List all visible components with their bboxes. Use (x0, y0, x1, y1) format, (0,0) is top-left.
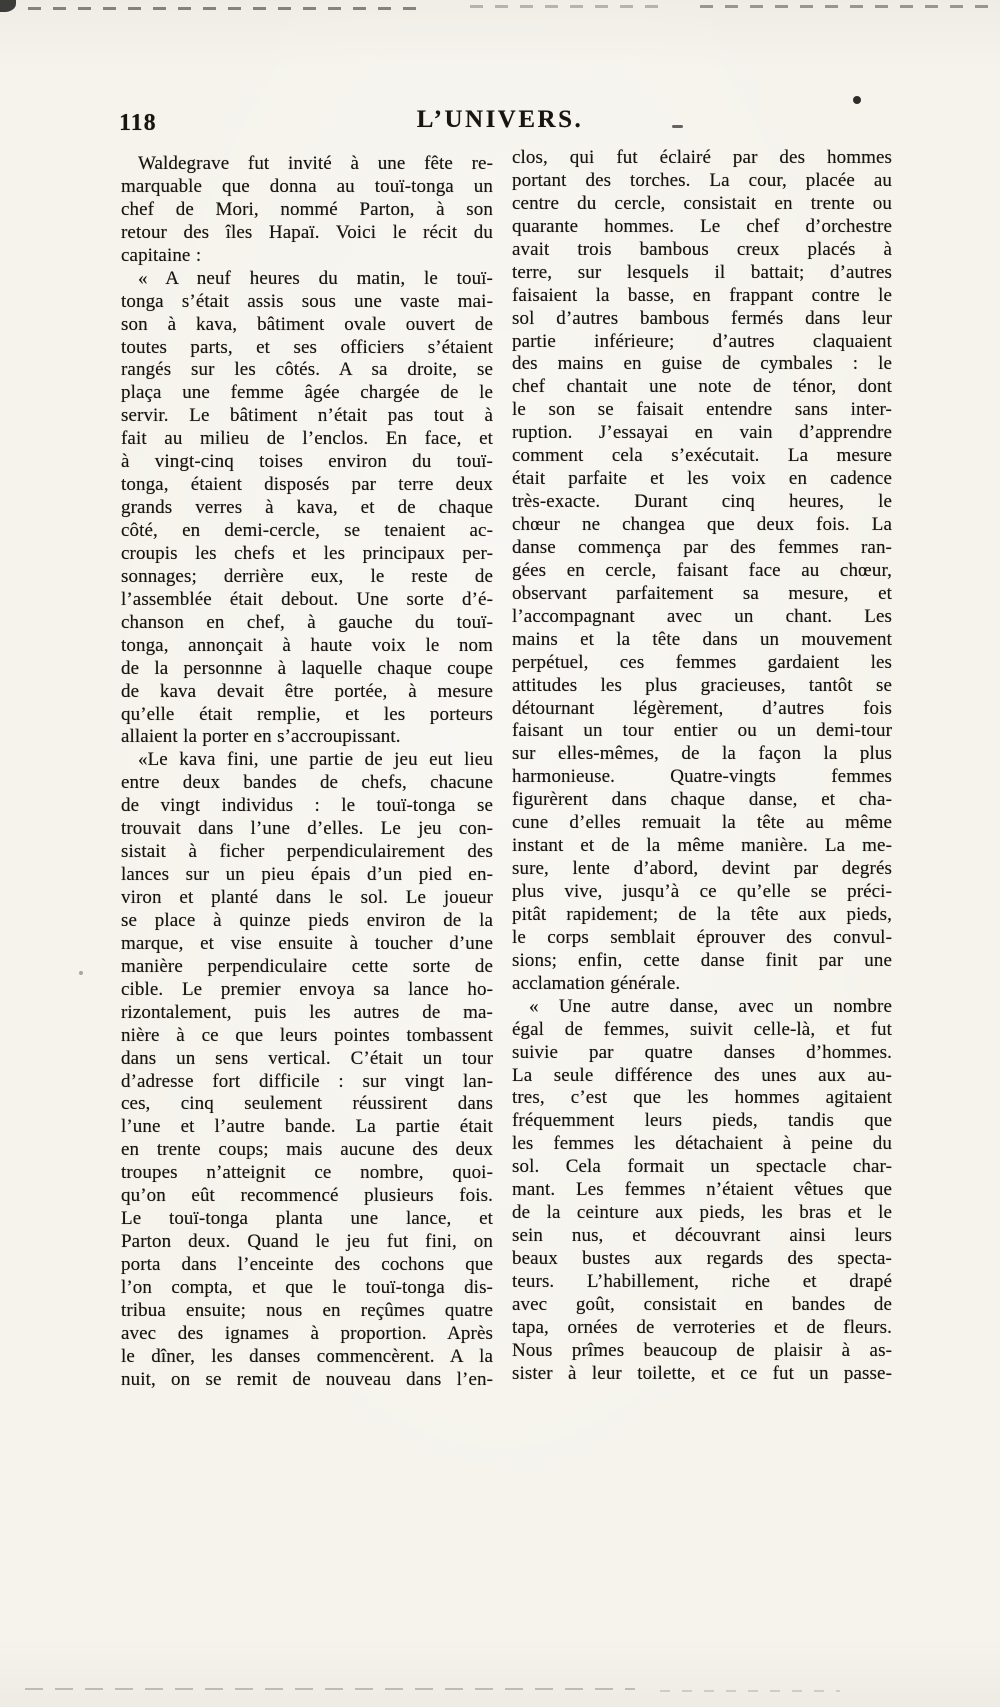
scan-artifact-top-dashes (700, 5, 1000, 8)
text-line: nuit, on se remit de nouveau dans l’en- (121, 1368, 493, 1390)
text-line: sein nus, et découvrant ainsi leurs (512, 1225, 892, 1247)
text-line: mant. Les femmes n’étaient vêtues que (512, 1179, 892, 1201)
text-line: perpétuel, ces femmes gardaient les (512, 651, 892, 673)
text-line: manière perpendiculaire cette sorte de (121, 955, 493, 977)
text-line: attitudes les plus gracieuses, tantôt se (512, 674, 892, 696)
text-line: sol d’autres bambous fermés dans leur (512, 307, 892, 329)
text-line: sol. Cela formait un spectacle char- (512, 1156, 892, 1178)
text-line: observant parfaitement sa mesure, et (512, 582, 892, 604)
text-line: nière à ce que leurs pointes tombassent (121, 1024, 493, 1046)
text-line: danse commença par des femmes ran- (512, 536, 892, 558)
text-line: tribua ensuite; nous en reçûmes quatre (121, 1299, 493, 1321)
text-line: acclamation générale. (512, 972, 681, 994)
text-line: le corps semblait éprouver des convul- (512, 926, 892, 948)
text-line: Parton deux. Quand le jeu fut fini, on (121, 1231, 493, 1253)
scan-artifact-top-dashes (28, 7, 428, 10)
text-line: marque, et vise ensuite à toucher d’une (121, 932, 493, 954)
text-line: son à kava, bâtiment ovale ouvert de (121, 313, 493, 335)
text-line: La seule différence des unes aux au- (512, 1064, 892, 1086)
text-line: gées en cercle, faisant face au chœur, (512, 559, 892, 581)
text-line: quarante hommes. Le chef d’orchestre (512, 215, 892, 237)
scan-artifact-bottom-dashes (25, 1688, 635, 1690)
text-line: fréquemment leurs pieds, tandis que (512, 1110, 892, 1132)
text-line: de la ceinture aux pieds, les bras et le (512, 1202, 892, 1224)
text-column-left (121, 153, 493, 1392)
text-line: se place à quinze pieds environ de la (121, 909, 493, 931)
text-line: qu’on eût recommencé plusieurs fois. (121, 1185, 493, 1207)
text-line: figurèrent dans chaque danse, et cha- (512, 789, 892, 811)
text-line: tapa, ornées de verroteries et de fleurs. (512, 1316, 892, 1338)
text-line: était parfaite et les voix en cadence (512, 468, 892, 490)
text-line: dans un sens vertical. C’était un tour (121, 1047, 493, 1069)
text-line: sistait à ficher perpendiculairement des (121, 841, 493, 863)
text-line: «Le kava fini, une partie de jeu eut lieu (138, 749, 493, 771)
text-line: tres, c’est que les hommes agitaient (512, 1087, 892, 1109)
text-line: entre deux bandes de chefs, chacune (121, 772, 493, 794)
text-line: rangés sur les côtés. A sa droite, se (121, 359, 493, 381)
text-line: égal de femmes, suivit celle-là, et fut (512, 1018, 892, 1040)
text-line: d’adresse fort difficile : sur vingt lan- (121, 1070, 493, 1092)
text-column-right (512, 147, 892, 1386)
ink-speck (853, 96, 861, 104)
text-line: lances sur un pieu épais d’un pied en- (121, 864, 493, 886)
ink-speck (79, 971, 83, 975)
text-line: avec des ignames à proportion. Après (121, 1322, 493, 1344)
text-line: en trente coups; mais aucune des deux (121, 1139, 493, 1161)
text-line: faisaient la basse, en frappant contre le (512, 284, 892, 306)
text-line: pitât rapidement; de la tête aux pieds, (512, 903, 892, 925)
text-line: tonga, annonçait à haute voix le nom (121, 634, 493, 656)
text-line: de vingt individus : le touï-tonga se (121, 795, 493, 817)
text-line: à vingt-cinq toises environ du touï- (121, 451, 493, 473)
scan-artifact-top-dashes (470, 5, 660, 8)
text-line: Le touï-tonga planta une lance, et (121, 1208, 493, 1230)
text-line: côté, en demi-cercle, se tenaient ac- (121, 520, 493, 541)
page-number: 118 (119, 110, 157, 136)
text-line: plus vive, jusqu’à ce qu’elle se préci- (512, 881, 892, 902)
text-line: servir. Le bâtiment n’était pas tout à (121, 405, 493, 427)
text-line: retour des îles Hapaï. Voici le récit du (121, 221, 493, 243)
text-line: chef de Mori, nommé Parton, à son (121, 198, 493, 220)
text-line: chanson en chef, à gauche du touï- (121, 611, 493, 633)
text-line: des mains en guise de cymbales : le (512, 353, 892, 375)
text-line: sions; enfin, cette danse finit par une (512, 949, 892, 971)
text-line: tonga s’était assis sous une vaste mai- (121, 290, 493, 312)
text-line: cible. Le premier envoya sa lance ho- (121, 978, 493, 1000)
text-line: chœur ne changea que deux fois. La (512, 514, 892, 535)
text-line: comment cela s’exécutait. La mesure (512, 445, 892, 467)
text-line: l’on compta, et que le touï-tonga dis- (121, 1276, 493, 1298)
text-line: grands verres à kava, et de chaque (121, 497, 493, 519)
text-line: tonga, étaient disposés par terre deux (121, 474, 493, 496)
text-line: de kava devait être portée, à mesure (121, 680, 493, 702)
text-line: faisant un tour entier ou un demi-tour (512, 720, 892, 742)
text-line: de la personnne à laquelle chaque coupe (121, 657, 493, 679)
text-line: terre, sur lesquels il battait; d’autres (512, 261, 892, 283)
text-line: « Une autre danse, avec un nombre (529, 995, 892, 1017)
text-line: fait au milieu de l’enclos. En face, et (121, 428, 493, 450)
text-line: troupes n’atteignit ce nombre, quoi- (121, 1162, 493, 1184)
text-line: sister à leur toilette, et ce fut un passe- (512, 1362, 892, 1384)
text-line: sur elles-mêmes, de la façon la plus (512, 743, 892, 765)
text-line: cune d’elles remuait la tête au même (512, 812, 892, 834)
text-line: avec goût, consistait en bandes de (512, 1293, 892, 1315)
text-line: très-exacte. Durant cinq heures, le (512, 491, 892, 513)
text-line: suivie par quatre danses d’hommes. (512, 1041, 892, 1063)
text-line: sure, lente d’abord, devint par degrés (512, 858, 892, 880)
scan-artifact-bottom-dashes (660, 1690, 840, 1692)
text-line: croupis les chefs et les principaux per- (121, 542, 493, 564)
text-line: le dîner, les danses commencèrent. A la (121, 1345, 493, 1367)
text-line: sonnages; derrière eux, le reste de (121, 565, 493, 587)
text-line: chef chantait une note de ténor, dont (512, 376, 892, 398)
running-title: L’UNIVERS. (416, 106, 584, 133)
text-line: clos, qui fut éclairé par des hommes (512, 147, 892, 168)
text-line: ces, cinq seulement réussirent dans (121, 1093, 493, 1115)
text-line: le son se faisait entendre sans inter- (512, 399, 892, 421)
text-line: « A neuf heures du matin, le touï- (138, 267, 493, 289)
text-line: capitaine : (121, 244, 202, 266)
text-line: teurs. L’habillement, riche et drapé (512, 1270, 892, 1292)
text-line: l’une et l’autre bande. La partie était (121, 1116, 493, 1138)
text-line: avait trois bambous creux placés à (512, 238, 892, 260)
text-line: trouvait dans l’une d’elles. Le jeu con- (121, 818, 493, 840)
text-line: les femmes les détachaient à peine du (512, 1133, 892, 1155)
text-line: allaient la porter en s’accroupissant. (121, 726, 401, 748)
text-line: Waldegrave fut invité à une fête re- (138, 153, 493, 174)
text-line: l’assemblée était debout. Une sorte d’é- (121, 588, 493, 610)
text-line: instant et de la même manière. La me- (512, 835, 892, 857)
text-line: Nous prîmes beaucoup de plaisir à as- (512, 1339, 892, 1361)
text-line: viron et planté dans le sol. Le joueur (121, 887, 493, 908)
text-line: toutes parts, et ses officiers s’étaient (121, 336, 493, 358)
text-line: rizontalement, puis les autres de ma- (121, 1001, 493, 1023)
text-line: mains et la tête dans un mouvement (512, 628, 892, 650)
text-line: portant des torches. La cour, placée au (512, 169, 892, 191)
text-line: centre du cercle, consistait en trente ou (512, 192, 892, 214)
text-line: beaux bustes aux regards des specta- (512, 1248, 892, 1269)
text-line: marquable que donna au touï-tonga un (121, 175, 493, 197)
text-line: détournant légèrement, d’autres fois (512, 697, 892, 719)
text-line: qu’elle était remplie, et les porteurs (121, 703, 493, 725)
text-line: plaça une femme âgée chargée de le (121, 382, 493, 404)
text-line: l’accompagnant avec un chant. Les (512, 605, 892, 627)
scan-artifact-corner (0, 0, 16, 12)
text-line: partie inférieure; d’autres claquaient (512, 330, 892, 352)
text-line: harmonieuse. Quatre-vingts femmes (512, 766, 892, 788)
text-line: ruption. J’essayai en vain d’apprendre (512, 422, 892, 444)
text-line: porta dans l’enceinte des cochons que (121, 1254, 493, 1275)
